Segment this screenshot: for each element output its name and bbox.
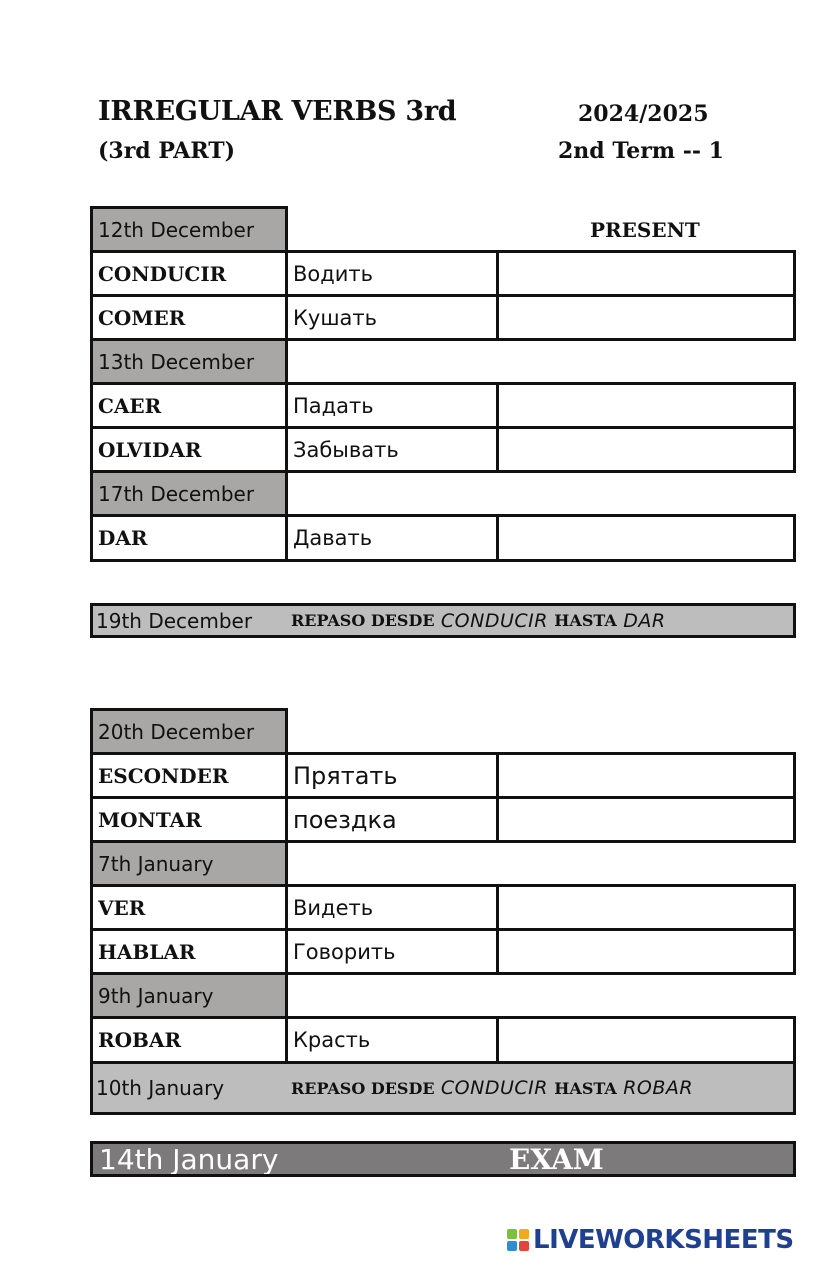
present-answer-field[interactable]: [496, 250, 796, 297]
date-cell: 12th December: [90, 206, 288, 253]
translation-cell: Говорить: [285, 928, 499, 975]
review-date: 10th January: [96, 1076, 225, 1100]
present-answer-field[interactable]: [496, 294, 796, 341]
present-answer-field[interactable]: [496, 752, 796, 799]
verb-cell: VER: [90, 884, 288, 931]
present-column-header: PRESENT: [590, 218, 700, 242]
school-year: 2024/2025: [578, 101, 709, 127]
date-cell: 20th December: [90, 708, 288, 755]
verb-cell: HABLAR: [90, 928, 288, 975]
liveworksheets-logo-icon: [507, 1229, 529, 1251]
present-answer-field[interactable]: [496, 382, 796, 429]
review-row: [90, 1061, 796, 1115]
date-cell: 13th December: [90, 338, 288, 385]
date-cell: 9th January: [90, 972, 288, 1019]
present-answer-field[interactable]: [496, 928, 796, 975]
translation-cell: Падать: [285, 382, 499, 429]
translation-cell: Прятать: [285, 752, 499, 799]
verb-cell: COMER: [90, 294, 288, 341]
present-answer-field[interactable]: [496, 426, 796, 473]
verb-cell: MONTAR: [90, 796, 288, 843]
translation-cell: Забывать: [285, 426, 499, 473]
worksheet-subtitle: (3rd PART): [98, 138, 236, 164]
translation-cell: поездка: [285, 796, 499, 843]
verb-cell: CAER: [90, 382, 288, 429]
present-answer-field[interactable]: [496, 884, 796, 931]
review-until-label: HASTA: [554, 611, 617, 630]
translation-cell: Давать: [285, 514, 499, 562]
review-from-verb: CONDUCIR: [440, 1077, 548, 1099]
present-answer-field[interactable]: [496, 796, 796, 843]
present-answer-field[interactable]: [496, 1016, 796, 1064]
date-cell: 7th January: [90, 840, 288, 887]
review-date: 19th December: [96, 608, 253, 633]
exam-label: EXAM: [509, 1143, 604, 1176]
liveworksheets-logo: [507, 1225, 794, 1255]
translation-cell: Видеть: [285, 884, 499, 931]
translation-cell: Красть: [285, 1016, 499, 1064]
review-until-label: HASTA: [554, 1078, 617, 1098]
verb-cell: OLVIDAR: [90, 426, 288, 473]
review-from-verb: CONDUCIR: [440, 609, 548, 632]
worksheet-title: IRREGULAR VERBS 3rd: [98, 96, 457, 127]
exam-date: 14th January: [99, 1143, 279, 1176]
review-row: [90, 603, 796, 638]
verb-cell: ROBAR: [90, 1016, 288, 1064]
verb-cell: DAR: [90, 514, 288, 562]
term-label: 2nd Term -- 1: [558, 138, 724, 164]
translation-cell: Кушать: [285, 294, 499, 341]
present-answer-field[interactable]: [496, 514, 796, 562]
review-to-verb: ROBAR: [623, 1077, 694, 1099]
logo-text: LIVEWORKSHEETS: [533, 1225, 794, 1255]
review-to-verb: DAR: [623, 609, 666, 632]
review-label: REPASO DESDE: [291, 611, 435, 630]
translation-cell: Водить: [285, 250, 499, 297]
exam-row: [90, 1141, 796, 1177]
verb-cell: CONDUCIR: [90, 250, 288, 297]
verb-cell: ESCONDER: [90, 752, 288, 799]
review-label: REPASO DESDE: [291, 1078, 435, 1098]
date-cell: 17th December: [90, 470, 288, 517]
